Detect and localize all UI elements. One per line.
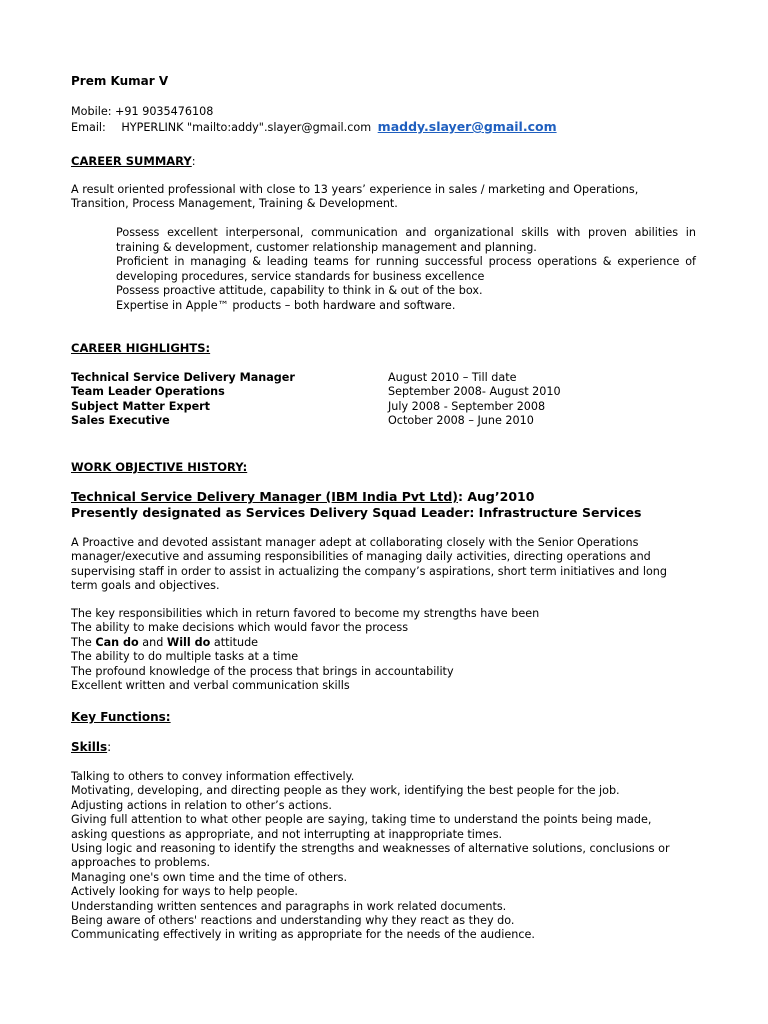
summary-intro-line: A result oriented professional with close to 13 years’ experience in sales / marketing and Operations, <box>71 183 639 196</box>
email-raw-text: HYPERLINK "mailto:addy".slayer@gmail.com <box>121 121 372 134</box>
skill-line: Managing one's own time and the time of others. <box>71 870 348 884</box>
strength-item-attitude <box>71 636 701 650</box>
highlight-row <box>71 371 701 385</box>
mobile-value: +91 9035476108 <box>115 105 214 118</box>
summary-intro-line: Transition, Process Management, Training & Development. <box>71 197 398 211</box>
skill-line: Using logic and reasoning to identify the strengths and weaknesses of alternative solutions, conclusions or <box>71 841 670 855</box>
current-designation: Presently designated as Services Delivery Squad Leader: Infrastructure Services <box>71 505 642 520</box>
position-title-line <box>71 490 534 505</box>
career-summary-intro <box>71 183 701 212</box>
summary-bullet: Expertise in Apple™ products – both hardware and software. <box>116 298 456 312</box>
skills-heading-text: Skills <box>71 740 108 754</box>
summary-bullet: Possess proactive attitude, capability to think in & out of the box. <box>116 284 483 297</box>
strength-attitude-can-do: Can do <box>95 635 139 649</box>
highlight-dates: October 2008 – June 2010 <box>388 414 534 428</box>
skills-heading <box>71 740 111 755</box>
skills-heading-suffix: : <box>107 740 112 754</box>
strength-attitude-pre: The <box>71 635 96 649</box>
skill-line: Talking to others to convey information effectively. <box>71 770 355 783</box>
skill-line: Actively looking for ways to help people. <box>71 885 298 899</box>
career-highlights-table <box>71 371 701 429</box>
highlight-dates: July 2008 - September 2008 <box>388 399 546 413</box>
key-functions-heading: Key Functions: <box>71 710 171 724</box>
highlight-dates: September 2008- August 2010 <box>388 385 561 399</box>
position-title: Technical Service Delivery Manager (IBM India Pvt Ltd) <box>71 489 458 504</box>
strength-item: Excellent written and verbal communication skills <box>71 678 350 692</box>
career-summary-heading-suffix: : <box>191 155 196 168</box>
mobile-line <box>71 105 213 120</box>
position-date: : Aug’2010 <box>458 489 535 504</box>
career-summary-heading-text: CAREER SUMMARY <box>71 154 192 168</box>
strength-attitude-will-do: Will do <box>166 635 211 649</box>
highlight-role: Subject Matter Expert <box>71 399 211 413</box>
skill-line: asking questions as appropriate, and not interrupting at inappropriate times. <box>71 827 503 841</box>
career-summary-heading <box>71 154 196 170</box>
work-description <box>71 536 701 594</box>
summary-bullet: Proficient in managing & leading teams for running successful process operations & experience of developing procedures, service standards for business excellence <box>116 255 696 283</box>
strength-item: The profound knowledge of the process that brings in accountability <box>71 664 454 678</box>
mobile-label: Mobile: <box>71 105 112 118</box>
strengths-list <box>71 607 701 693</box>
email-line <box>71 120 557 136</box>
email-link[interactable]: maddy.slayer@gmail.com <box>377 119 557 134</box>
highlight-row <box>71 385 701 399</box>
strength-item: The ability to do multiple tasks at a time <box>71 650 299 664</box>
skill-line: Giving full attention to what other people are saying, taking time to understand the points being made, <box>71 813 652 827</box>
career-highlights-heading: CAREER HIGHLIGHTS: <box>71 341 211 355</box>
email-label: Email: <box>71 121 106 134</box>
highlight-row <box>71 414 701 428</box>
skill-line: Understanding written sentences and paragraphs in work related documents. <box>71 899 507 913</box>
work-description-line: A Proactive and devoted assistant manager adept at collaborating closely with the Senior Operations <box>71 536 639 549</box>
skill-line: approaches to problems. <box>71 856 211 870</box>
work-description-line: supervising staff in order to assist in actualizing the company’s aspirations, short term initiatives and long <box>71 564 667 578</box>
work-description-line: manager/executive and assuming responsibilities of managing daily activities, directing operations and <box>71 550 651 564</box>
highlight-role: Sales Executive <box>71 414 170 428</box>
skill-line: Adjusting actions in relation to other’s actions. <box>71 798 332 812</box>
skills-list <box>71 770 701 943</box>
strength-item: The ability to make decisions which would favor the process <box>71 621 409 635</box>
strength-attitude-post: attitude <box>210 635 259 649</box>
strengths-intro: The key responsibilities which in return favored to become my strengths have been <box>71 607 540 620</box>
highlight-role: Technical Service Delivery Manager <box>71 371 295 384</box>
strength-attitude-mid: and <box>138 635 167 649</box>
work-history-heading: WORK OBJECTIVE HISTORY: <box>71 460 248 474</box>
highlight-dates: August 2010 – Till date <box>388 371 517 384</box>
highlight-row <box>71 400 701 414</box>
skill-line: Communicating effectively in writing as appropriate for the needs of the audience. <box>71 928 535 942</box>
summary-bullet: Possess excellent interpersonal, communication and organizational skills with proven abilities in training & development, customer relationship management and planning. <box>116 226 696 254</box>
highlight-role: Team Leader Operations <box>71 385 225 399</box>
career-summary-bullets <box>116 226 696 313</box>
skill-line: Being aware of others' reactions and understanding why they react as they do. <box>71 913 515 927</box>
candidate-name: Prem Kumar V <box>71 74 169 88</box>
work-description-line: term goals and objectives. <box>71 579 220 593</box>
skill-line: Motivating, developing, and directing people as they work, identifying the best people for the job. <box>71 784 620 798</box>
